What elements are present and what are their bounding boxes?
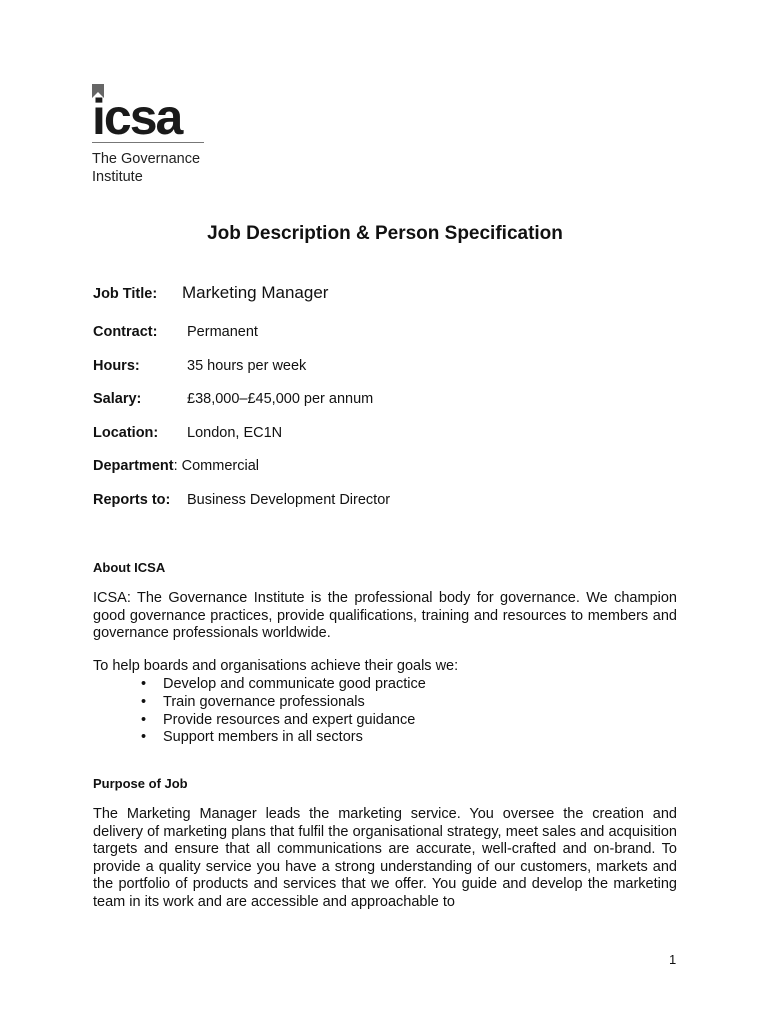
bullet-icon: • bbox=[141, 693, 147, 710]
job-title-value: Marketing Manager bbox=[182, 283, 329, 302]
logo-divider bbox=[92, 142, 204, 143]
list-item: • Train governance professionals bbox=[141, 693, 365, 710]
contract-value: Permanent bbox=[187, 324, 258, 340]
bullet-icon: • bbox=[141, 711, 147, 728]
list-item: • Develop and communicate good practice bbox=[141, 676, 426, 692]
purpose-paragraph: The Marketing Manager leads the marketing service. You oversee the creation and delivery of marketing plans that fulfil the organisational strategy, meet sales and acquisition targets and ensure that all communications are accurate, well-crafted and on-brand. To provide a quality service you have a strong understanding of our customers, markets and the portfolio of products and services that we offer. You guide and develop the marketing team in its work and are accessible and approachable to bbox=[93, 806, 677, 910]
page-number: 1 bbox=[669, 952, 677, 967]
location-value: London, EC1N bbox=[187, 425, 283, 441]
location-label: Location: bbox=[93, 425, 159, 441]
about-bullet-list bbox=[93, 676, 426, 747]
bullet-icon: • bbox=[141, 729, 147, 746]
about-intro: To help boards and organisations achieve their goals we: bbox=[93, 658, 459, 674]
contract-label: Contract: bbox=[93, 324, 158, 340]
bullet-icon: • bbox=[141, 676, 147, 692]
logo-tagline: The Governance Institute bbox=[92, 151, 201, 185]
list-item: • Provide resources and expert guidance bbox=[141, 711, 416, 728]
logo-wordmark: icsa bbox=[92, 89, 182, 145]
about-heading: About ICSA bbox=[93, 560, 166, 575]
hours-value: 35 hours per week bbox=[187, 358, 307, 374]
salary-value: £38,000–£45,000 per annum bbox=[187, 391, 374, 407]
document-title: Job Description & Person Specification bbox=[207, 223, 563, 244]
job-title-label: Job Title: bbox=[93, 286, 158, 302]
department-label: Department bbox=[93, 458, 174, 474]
purpose-heading: Purpose of Job bbox=[93, 776, 188, 791]
hours-label: Hours: bbox=[93, 358, 140, 374]
department-row bbox=[93, 458, 259, 474]
list-item: • Support members in all sectors bbox=[141, 729, 363, 746]
about-paragraph: ICSA: The Governance Institute is the professional body for governance. We champion good governance practices, provide qualifications, training and resources to members and governance professionals worldwide. bbox=[93, 590, 677, 641]
salary-label: Salary: bbox=[93, 391, 142, 407]
reports-to-value: Business Development Director bbox=[187, 492, 391, 508]
reports-to-label: Reports to: bbox=[93, 492, 171, 508]
department-value: : Commercial bbox=[173, 458, 259, 474]
